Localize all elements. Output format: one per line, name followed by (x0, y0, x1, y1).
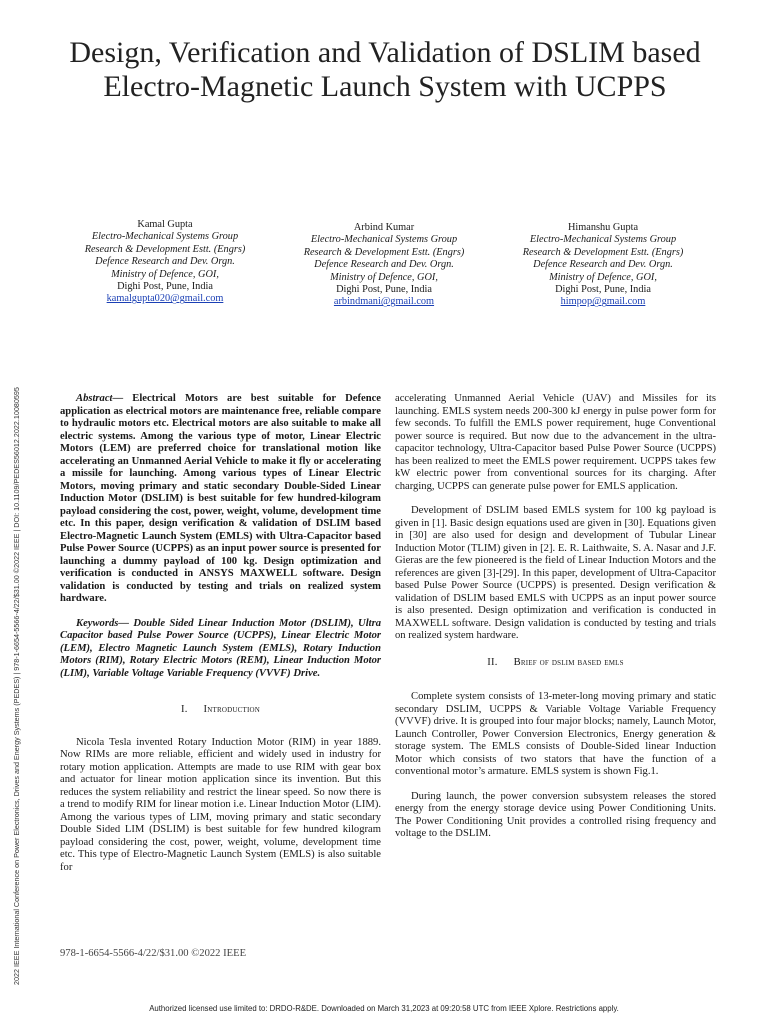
section-heading-introduction (60, 704, 381, 717)
author-ministry: Ministry of Defence, GOI, (111, 268, 219, 280)
abstract-lead: Abstract (76, 393, 113, 404)
author-org: Defence Research and Dev. Orgn. (533, 259, 673, 271)
author-name: Himanshu Gupta (567, 222, 639, 233)
author-block-2 (274, 222, 494, 309)
abstract (60, 393, 381, 606)
right-column (395, 393, 716, 841)
right-paragraph-1: accelerating Unmanned Aerial Vehicle (UAV) and Missiles for its launching. EMLS system needs 200-300 kJ energy in pulse power form for few seconds. To fulfill the EMLS power requirement, huge Conventional power source is required. But now due to the advancement in the ultra-capacitor technology, Ultra-Capacitor based Pulse Power Source (UCPPS) has been realized to meet the EMLS power requirement. UCPPS takes few kW electric power from conventional sources for its charging. After charging, UCPPS can generate pulse power for EMLS application. (395, 393, 716, 492)
section-heading-brief (395, 657, 716, 670)
author-group: Electro-Mechanical Systems Group (310, 234, 458, 246)
author-email-link[interactable]: arbindmani@gmail.com (333, 296, 435, 308)
author-name: Arbind Kumar (353, 222, 415, 233)
section-title: Brief of dslim based emls (513, 656, 624, 668)
paper-title: Design, Verification and Validation of DSLIM based Electro-Magnetic Launch System with UCPPS (69, 36, 701, 103)
section-number: I. (180, 704, 188, 715)
license-notice: Authorized licensed use limited to: DRDO-R&DE. Downloaded on March 31,2023 at 09:20:58 UTC from IEEE Xplore. Restrictions apply. (149, 1004, 619, 1013)
author-address: Dighi Post, Pune, India (117, 281, 213, 293)
author-email-link[interactable]: himpop@gmail.com (560, 296, 646, 308)
author-group: Electro-Mechanical Systems Group (91, 231, 239, 243)
introduction-paragraph: Nicola Tesla invented Rotary Induction Motor (RIM) in year 1889. Now RIMs are more reliable, efficient and widely used in industry for rotary motion application. Attempts are made to use RIM with gear box and actuator for linear motion application since its invention. But this reduces the system reliability and restrict the linear speed. So now there is a trend to modify RIM for linear motion i.e. Linear Induction Motor (LIM). Among the various types of LIM, moving primary and static secondary Double Sided LIM (DSLIM) is best suitable for few hundred kilogram payload considering the cost, power, weight, volume, development time etc. This type of Electro-Magnetic Launch System (EMLS) is also suitable for (60, 736, 381, 873)
author-ministry: Ministry of Defence, GOI, (330, 271, 438, 283)
keywords-lead: Keywords (76, 617, 119, 629)
author-ministry: Ministry of Defence, GOI, (549, 271, 657, 283)
left-column (60, 393, 381, 874)
author-email-link[interactable]: kamalgupta020@gmail.com (106, 293, 224, 305)
right-paragraph-4: During launch, the power conversion subsystem releases the stored energy from the energy storage device using Power Conditioning Units. The Power Conditioning Unit provides a controlled rising frequency and voltage to the DSLIM. (395, 790, 716, 839)
copyright-footer: 978-1-6654-5566-4/22/$31.00 ©2022 IEEE (60, 948, 247, 959)
keywords (60, 618, 381, 681)
section-number: II. (487, 656, 498, 668)
author-block-3 (493, 222, 713, 309)
author-address: Dighi Post, Pune, India (336, 284, 432, 296)
abstract-text: — Electrical Motors are best suitable for Defence application as electrical motors are maintenance free, reliable compare to hydraulic motors etc. Electrical motors are also suitable to make all electric systems. Among the various type of motor, Linear Electric Motors (LEM) are preferred choice for translational motion like accelerating an Unmanned Aerial Vehicle to make it fly or accelerating a missile for launching. Among various types of Linear Electric Motors, moving primary and static secondary Double-Sided Linear Induction Motor (DSLIM) is best suitable for few hundred-kilogram payload considering the cost, power, weight, volume, development time etc. In this paper, design verification & validation of DSLIM based Electro-Magnetic Launch System (EMLS) with Ultra-Capacitor based Pulse Power Source (UCPPS) as an input power source is presented for launching a dummy payload of 100 kg. Design optimization and verification is conducted in ANSYS MAXWELL software. Design validation is conducted by testing and trials on realized system hardware. (60, 393, 381, 604)
right-paragraph-2: Development of DSLIM based EMLS system for 100 kg payload is given in [1]. Basic design equations used are given in [30]. Equations given in [30] are also used for design and development of Tubular Linear Induction Motor (TLIM) given in [2]. E. R. Laithwaite, S. A. Nasar and J.F. Gieras are the few pioneered is the field of Linear Induction Motors and the references are given [3]-[29]. In this paper, development of Ultra-Capacitor based Pulse Power Source (UCPPS) is presented. Design verification & validation of DSLIM based EMLS with UCPPS as an input power source is also presented. Design optimization and verification is conducted in MAXWELL software. Design validation is conducted by testing and trials on realized system hardware. (395, 505, 716, 641)
author-block-1 (55, 219, 275, 306)
author-estt: Research & Development Estt. (Engrs) (84, 243, 246, 255)
author-estt: Research & Development Estt. (Engrs) (303, 246, 465, 258)
author-name: Kamal Gupta (137, 219, 193, 230)
author-estt: Research & Development Estt. (Engrs) (522, 246, 684, 258)
author-address: Dighi Post, Pune, India (555, 284, 651, 296)
conference-doi-note: 2022 IEEE International Conference on Power Electronics, Drives and Energy Systems (PEDES) | 978-1-6654-5566-4/22/$31.00 ©2022 IEEE | DOI: 10.1109/PEDES56012.2022.10080595 (12, 387, 21, 985)
side-note (12, 225, 22, 985)
author-org: Defence Research and Dev. Orgn. (95, 256, 235, 268)
author-group: Electro-Mechanical Systems Group (529, 234, 677, 246)
keywords-text: — Double Sided Linear Induction Motor (DSLIM), Ultra Capacitor based Pulse Power Source (UCPPS), Linear Electric Motor (LEM), Electro Magnetic Launch System (EMLS), Rotary Induction Motors (RIM), Rotary Electric Motors (REM), Linear Induction Motor (LIM), Variable Voltage Variable Frequency (VVVF) Drive. (60, 617, 381, 679)
right-paragraph-3: Complete system consists of 13-meter-long moving primary and static secondary DSLIM, UCPPS & Variable Voltage Variable Frequency (VVVF) drive. It is grouped into four major blocks; namely, Launch Motor, Launch Controller, Power Conversion Electronics, Energy generation & storage system. The EMLS consists of Double-Sided linear Induction Motor which consists of two stators that have the function of a conventional motor’s armature. EMLS system is shown Fig.1. (395, 691, 716, 777)
author-org: Defence Research and Dev. Orgn. (314, 259, 454, 271)
section-title: Introduction (203, 704, 261, 715)
